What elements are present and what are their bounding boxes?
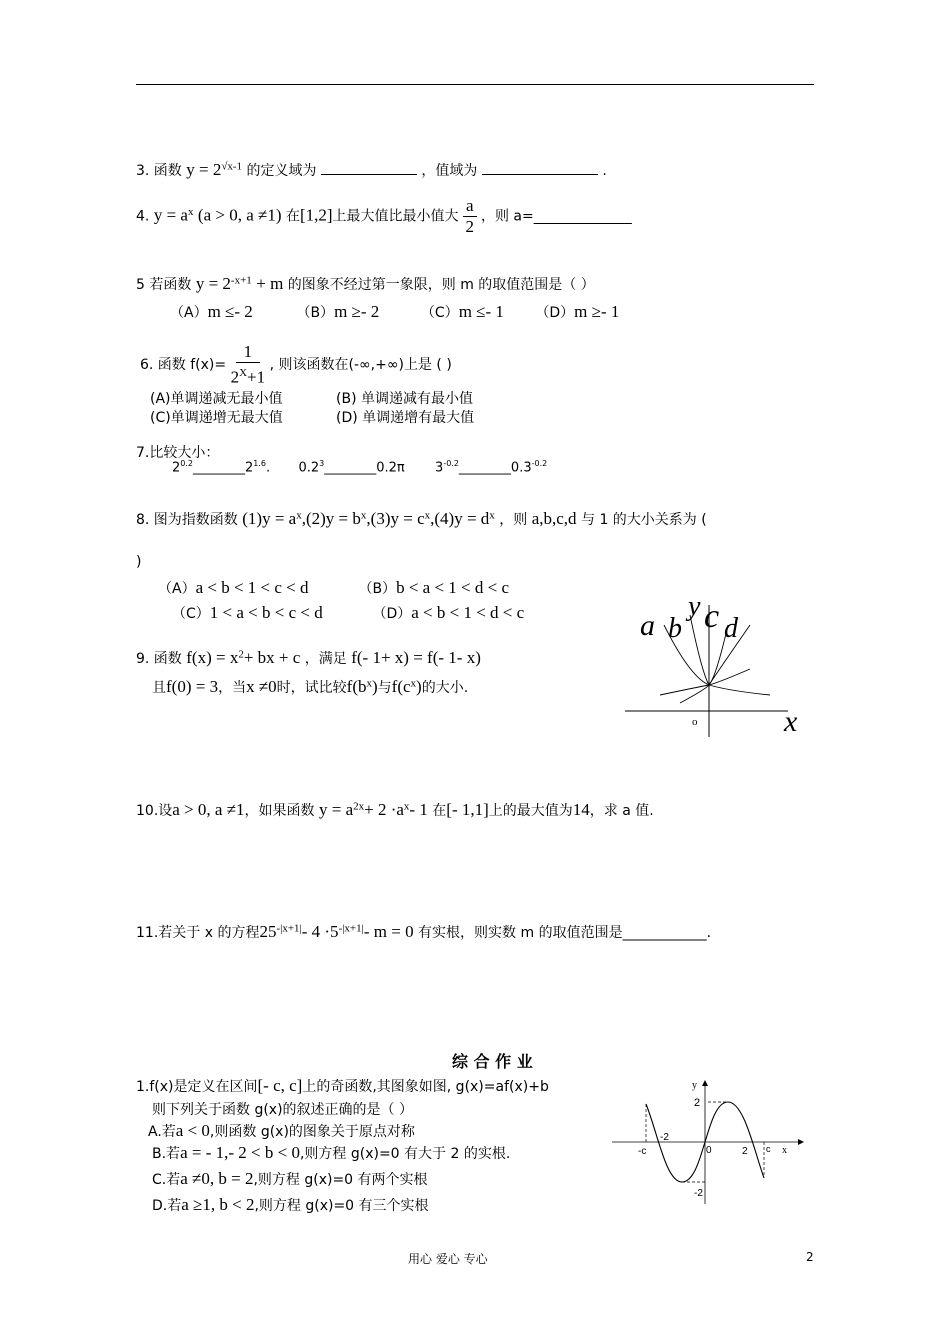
q5-option-d[interactable]: （D）m ≥- 1 (535, 302, 620, 321)
q8-options-row-1 (158, 578, 509, 598)
z1-option-a[interactable]: A.若a < 0,则函数 g(x)的图象关于原点对称 (148, 1121, 415, 1140)
q6-den-rest: +1 (247, 367, 266, 387)
q6-label: 6. 函数 f(x)= (140, 356, 227, 373)
q8-close-paren: ) (136, 554, 142, 570)
q4-condition: (a > 0, a ≠1) (197, 205, 282, 225)
q7-blank-3[interactable]: ________ (458, 460, 511, 476)
q3-blank-domain[interactable] (321, 173, 417, 175)
q7-comparisons: $2^{0.2}\_\_\_\_\_\_\_\_2^{1.6}$. $0.2^3\_\_\_\_\_\_\_\_0.2\pi$ $3^{-0.2}\_\_\_\_\_\_\_\_0.3^{-0.2}$ (172, 459, 548, 476)
q6-option-b[interactable]: (B) 单调递减有最小值 (336, 391, 473, 407)
z1-option-c[interactable]: C.若a ≠0, b = 2,则方程 g(x)=0 有两个实根 (152, 1169, 428, 1188)
graph1-label-a: a (640, 609, 655, 642)
q7-label: 7.比较大小： (136, 445, 220, 461)
q6-frac-num: 1 (236, 342, 261, 363)
graph2-y-arrow (702, 1080, 708, 1086)
q9-condition: f(- 1+ x) = f(- 1- x) (351, 648, 481, 667)
z1-prompt: 则下列关于函数 g(x)的叙述正确的是（ ） (152, 1102, 413, 1118)
q6-options-row-1 (150, 388, 473, 408)
graph2-x-arrow (798, 1139, 804, 1145)
q4-text-in: 在 (285, 208, 300, 225)
q10-condition: a > 0, a ≠1 (172, 800, 245, 819)
question-10: 10.设a > 0, a ≠1，如果函数 $y = a^{2x}+ 2 \cdot a^x-$ 1 在[- 1,1]上的最大值为14，求 a 值. (136, 800, 654, 819)
q6-options-row-2 (150, 407, 474, 427)
q8-option-d[interactable]: （D）a < b < 1 < d < c (372, 603, 525, 622)
q5-formula-tail: + m (256, 274, 284, 293)
header-rule (136, 84, 814, 85)
q9-text-satisfy: ，满足 (304, 651, 347, 667)
question-9: 9. 函数 $f(x) = x^2+$ bx + c ，满足 f(- 1+ x) = f(- 1- x) (136, 648, 481, 667)
q5-options (170, 302, 635, 322)
question-11: 11.若关于 x 的方程$25^{-|x+1|}-$ $4 \cdot 5^{-|x+1|}-$ m = 0 有实根，则实数 m 的取值范围是____________. (136, 922, 712, 941)
graph1-label-d: d (724, 613, 738, 644)
q3-label: 3. 函数 (136, 163, 182, 179)
graph1-label-b: b (668, 613, 682, 644)
q4-formula: y = a (153, 205, 188, 225)
q6-option-d[interactable]: (D) 单调递增有最大值 (336, 410, 475, 426)
question-6 (140, 342, 452, 388)
q5-text: 的图象不经过第一象限，则 m 的取值范围是（ ） (287, 277, 595, 293)
q8-option-c[interactable]: （C）1 < a < b < c < d (172, 603, 323, 622)
z1-option-b[interactable]: B.若a = - 1,- 2 < b < 0,则方程 g(x)=0 有大于 2 的实根. (152, 1143, 511, 1162)
graph2-tick-neg-c: -c (638, 1146, 647, 1157)
q11-blank[interactable]: ____________ (622, 925, 707, 941)
q8-option-b[interactable]: （B）b < a < 1 < d < c (358, 578, 510, 597)
z1-interval: [- c, c] (257, 1076, 303, 1095)
graph2-tick-two: 2 (742, 1146, 748, 1157)
page-number: 2 (806, 1250, 814, 1264)
graph1-label-c: c (704, 598, 720, 635)
q7-blank-1[interactable]: ________ (193, 460, 246, 476)
q6-den-exponent: X (239, 367, 248, 379)
q5-label: 5 若函数 (136, 277, 192, 293)
homework-question-1 (136, 1076, 549, 1096)
graph2-tick-left: -2 (660, 1132, 669, 1143)
q8-text-relation: 与 1 的大小关系为 ( (581, 512, 707, 528)
graph2-y-label: y (692, 1080, 697, 1091)
q10-interval: [- 1,1] (446, 800, 489, 819)
q11-label: 11.若关于 x 的方程 (136, 925, 260, 941)
q4-fraction (463, 196, 477, 237)
z1-option-d[interactable]: D.若a ≥1, b < 2,则方程 g(x)=0 有三个实根 (152, 1195, 429, 1214)
q10-max-value: 14 (572, 800, 590, 819)
q6-option-a[interactable]: (A)单调递减无最小值 (150, 391, 283, 407)
graph1-x-label: x (784, 705, 798, 738)
q8-text-then: ，则 (499, 512, 528, 528)
q3-blank-range[interactable] (482, 173, 598, 175)
q4-text-answer: ，则 a= (480, 208, 534, 225)
q4-blank[interactable]: ______________ (533, 208, 632, 225)
question-5 (136, 274, 595, 294)
q5-option-b[interactable]: （B）m ≥- 2 (296, 302, 380, 321)
q8-label: 8. 图为指数函数 (136, 512, 238, 528)
q8-vars: a,b,c,d (531, 509, 577, 528)
z1-label: 1.f(x)是定义在区间 (136, 1079, 258, 1095)
exponential-graph (620, 585, 810, 745)
question-8: 8. 图为指数函数 $(1)y = a^x,(2)y = b^x,(3)y = c^x,(4)y = d^x$ ，则 a,b,c,d 与 1 的大小关系为 ( (136, 509, 707, 528)
q5-exponent: -x+1 (230, 274, 252, 287)
q6-option-c[interactable]: (C)单调递增无最大值 (150, 410, 283, 426)
q4-label: 4. (136, 208, 150, 225)
z1-text: 上的奇函数,其图象如图, g(x)=af(x)+b (302, 1079, 549, 1095)
graph1-origin-label: o (692, 716, 698, 728)
graph1-y-label: y (688, 591, 701, 622)
q5-option-a[interactable]: （A）m ≤- 2 (170, 302, 253, 321)
q9-line-2: 且f(0) = 3，当x ≠0时，试比较$f(b^x)$与$f(c^x)$的大小. (152, 677, 469, 696)
q4-text-diff: 上最大值比最小值大 (332, 208, 459, 225)
q3-text-range: ，值域为 (421, 163, 478, 179)
graph2-tick-zero: 0 (706, 1145, 712, 1156)
q7-blank-2[interactable]: ________ (324, 460, 377, 476)
q6-fraction (231, 342, 266, 388)
q10-label: 10.设 (136, 803, 173, 819)
q5-formula: y = 2 (195, 274, 231, 293)
q8-options-row-2 (172, 603, 524, 623)
q3-end: . (602, 163, 607, 179)
graph2-x-label: x (782, 1145, 787, 1156)
q6-frac-den: 2 (230, 367, 240, 387)
question-4 (136, 196, 632, 237)
section-title: 综 合 作 业 (452, 1052, 533, 1071)
graph2-tick-c: c (766, 1144, 771, 1154)
question-3 (136, 160, 607, 180)
q6-text: , 则该函数在(-∞,+∞)上是 ( ) (269, 356, 452, 373)
q4-exponent: x (187, 205, 194, 218)
q4-frac-den: 2 (465, 217, 474, 236)
q4-interval: [1,2] (299, 205, 333, 225)
q3-text-domain: 的定义域为 (246, 163, 317, 179)
q4-frac-num: a (463, 196, 477, 217)
q3-exponent: √x-1 (221, 160, 243, 173)
q8-option-a[interactable]: （A）a < b < 1 < c < d (158, 578, 309, 597)
graph2-tick-top: 2 (694, 1097, 701, 1109)
odd-function-graph (608, 1074, 808, 1209)
q3-formula: y = 2 (186, 160, 222, 179)
q9-label: 9. 函数 (136, 651, 182, 667)
graph2-tick-bottom: -2 (694, 1188, 703, 1199)
footer-motto: 用心 爱心 专心 (408, 1252, 488, 1266)
q5-option-c[interactable]: （C）m ≤- 1 (420, 302, 504, 321)
